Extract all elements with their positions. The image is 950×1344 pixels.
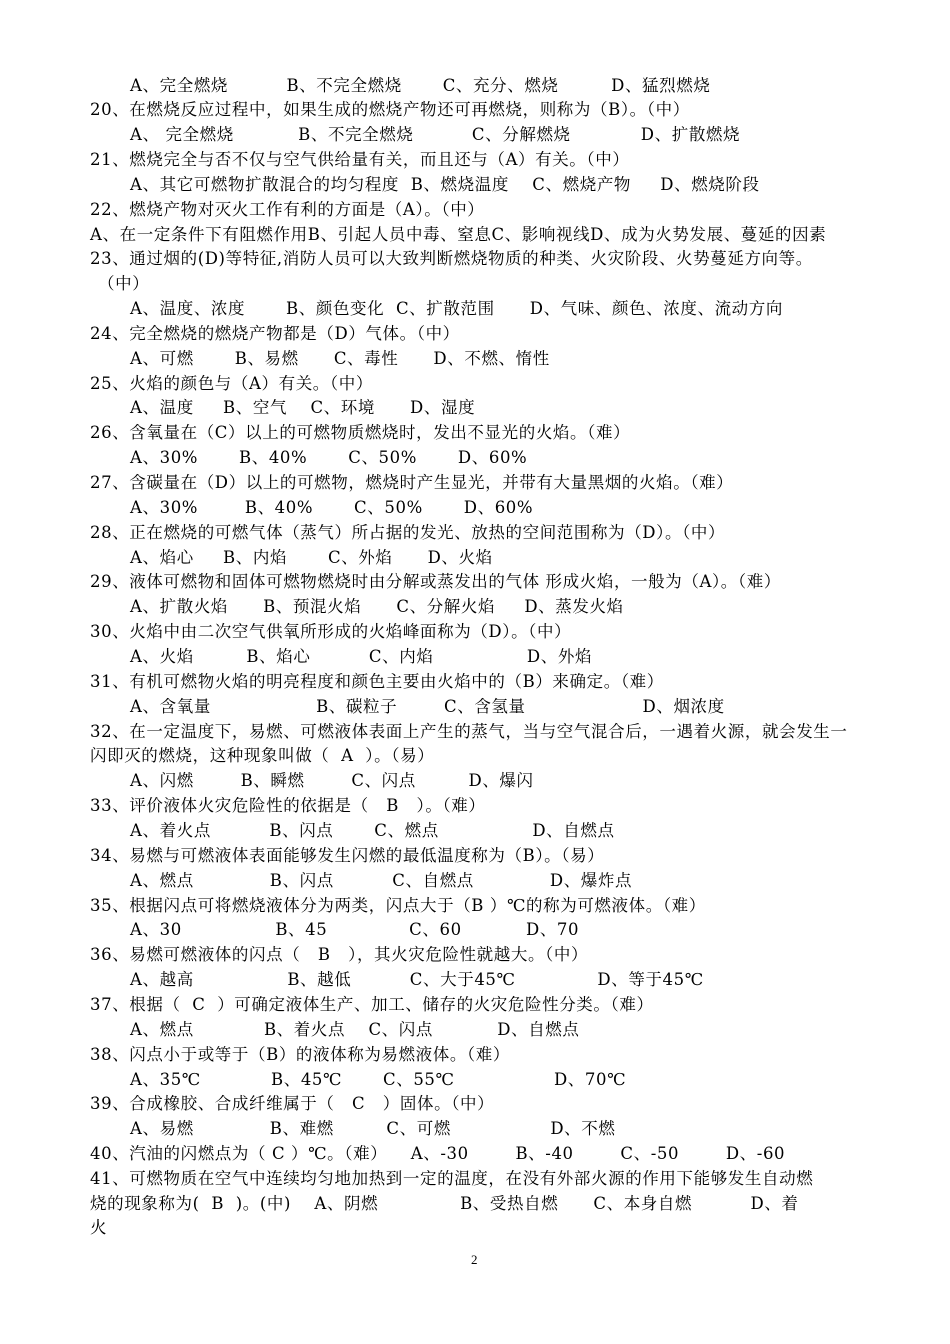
text-line: A、30% B、40% C、50% D、60% [130, 498, 534, 517]
text-line: 26、含氧量在（C）以上的可燃物质燃烧时，发出不显光的火焰。（难） [90, 423, 631, 442]
text-line: A、可燃 B、易燃 C、毒性 D、不燃、惰性 [130, 349, 550, 368]
text-line: 24、完全燃烧的燃烧产物都是（D）气体。（中） [90, 324, 460, 343]
text-line: 38、闪点小于或等于（B）的液体称为易燃液体。（难） [90, 1045, 510, 1064]
text-line: 35、根据闪点可将燃烧液体分为两类，闪点大于（B ）℃的称为可燃液体。（难） [90, 896, 706, 915]
text-line: 闪即灭的燃烧，这种现象叫做（ A ）。（易） [90, 746, 435, 765]
text-line: A、着火点 B、闪点 C、燃点 D、自燃点 [130, 821, 615, 840]
text-line: 22、燃烧产物对灭火工作有利的方面是（A）。（中） [90, 200, 485, 219]
page-number: 2 [471, 1252, 478, 1267]
text-line: A、燃点 B、闪点 C、自燃点 D、爆炸点 [130, 871, 633, 890]
text-line: A、其它可燃物扩散混合的均匀程度 B、燃烧温度 C、燃烧产物 D、燃烧阶段 [130, 175, 760, 194]
text-line: A、35℃ B、45℃ C、55℃ D、70℃ [130, 1070, 627, 1089]
text-line: A、含氧量 B、碳粒子 C、含氢量 D、烟浓度 [130, 697, 725, 716]
text-line: 39、合成橡胶、合成纤维属于（ C ）固体。（中） [90, 1094, 495, 1113]
text-line: 40、汽油的闪燃点为（ C ）℃。（难） A、-30 B、-40 C、-50 D、-60 [90, 1144, 786, 1163]
text-line: A、在一定条件下有阻燃作用B、引起人员中毒、窒息C、影响视线D、成为火势发展、蔓延的因素 [90, 225, 827, 244]
text-line: （中） [98, 274, 150, 293]
text-line: 41、可燃物质在空气中连续均匀地加热到一定的温度，在没有外部火源的作用下能够发生自动燃 [90, 1169, 814, 1188]
text-line: A、 完全燃烧 B、不完全燃烧 C、分解燃烧 D、扩散燃烧 [130, 125, 741, 144]
text-line: 34、易燃与可燃液体表面能够发生闪燃的最低温度称为（B）。（易） [90, 846, 605, 865]
text-line: 33、评价液体火灾危险性的依据是（ B ）。（难） [90, 796, 486, 815]
text-line: A、完全燃烧 B、不完全燃烧 C、充分、燃烧 D、猛烈燃烧 [130, 76, 711, 95]
text-line: A、扩散火焰 B、预混火焰 C、分解火焰 D、蒸发火焰 [130, 597, 624, 616]
text-line: 31、有机可燃物火焰的明亮程度和颜色主要由火焰中的（B）来确定。（难） [90, 672, 664, 691]
text-line: 20、在燃烧反应过程中，如果生成的燃烧产物还可再燃烧，则称为（B）。（中） [90, 100, 690, 119]
text-line: A、温度 B、空气 C、环境 D、湿度 [130, 398, 476, 417]
text-line: A、闪燃 B、瞬燃 C、闪点 D、爆闪 [130, 771, 534, 790]
text-line: A、易燃 B、难燃 C、可燃 D、不燃 [130, 1119, 616, 1138]
text-line: A、温度、浓度 B、颜色变化 C、扩散范围 D、气味、颜色、浓度、流动方向 [130, 299, 783, 318]
text-line: 32、在一定温度下，易燃、可燃液体表面上产生的蒸气，当与空气混合后，一遇着火源，就会发生一 [90, 722, 848, 741]
text-line: 烧的现象称为( B )。(中) A、阴燃 B、受热自燃 C、本身自燃 D、着 [90, 1194, 799, 1213]
text-line: 23、通过烟的(D)等特征,消防人员可以大致判断燃烧物质的种类、火灾阶段、火势蔓延方向等。 [90, 249, 813, 268]
text-line: 25、火焰的颜色与（A）有关。（中） [90, 374, 373, 393]
text-line: 21、燃烧完全与否不仅与空气供给量有关，而且还与（A）有关。（中） [90, 150, 630, 169]
text-line: 30、火焰中由二次空气供氧所形成的火焰峰面称为（D）。（中） [90, 622, 572, 641]
text-line: A、火焰 B、焰心 C、内焰 D、外焰 [130, 647, 593, 666]
text-line: 27、含碳量在（D）以上的可燃物，燃烧时产生显光，并带有大量黑烟的火焰。（难） [90, 473, 734, 492]
text-line: 37、根据（ C ）可确定液体生产、加工、储存的火灾危险性分类。（难） [90, 995, 654, 1014]
text-line: A、燃点 B、着火点 C、闪点 D、自燃点 [130, 1020, 580, 1039]
text-line: 28、正在燃烧的可燃气体（蒸气）所占据的发光、放热的空间范围称为（D）。（中） [90, 523, 726, 542]
text-line: 29、液体可燃物和固体可燃物燃烧时由分解或蒸发出的气体 形成火焰，一般为（A）。（难） [90, 572, 781, 591]
text-line: A、越高 B、越低 C、大于45℃ D、等于45℃ [130, 970, 704, 989]
text-line: A、焰心 B、内焰 C、外焰 D、火焰 [130, 548, 493, 567]
text-line: A、30 B、45 C、60 D、70 [130, 920, 580, 939]
text-line: 火 [90, 1218, 108, 1237]
text-line: A、30% B、40% C、50% D、60% [130, 448, 528, 467]
text-line: 36、易燃可燃液体的闪点（ B ），其火灾危险性就越大。（中） [90, 945, 589, 964]
